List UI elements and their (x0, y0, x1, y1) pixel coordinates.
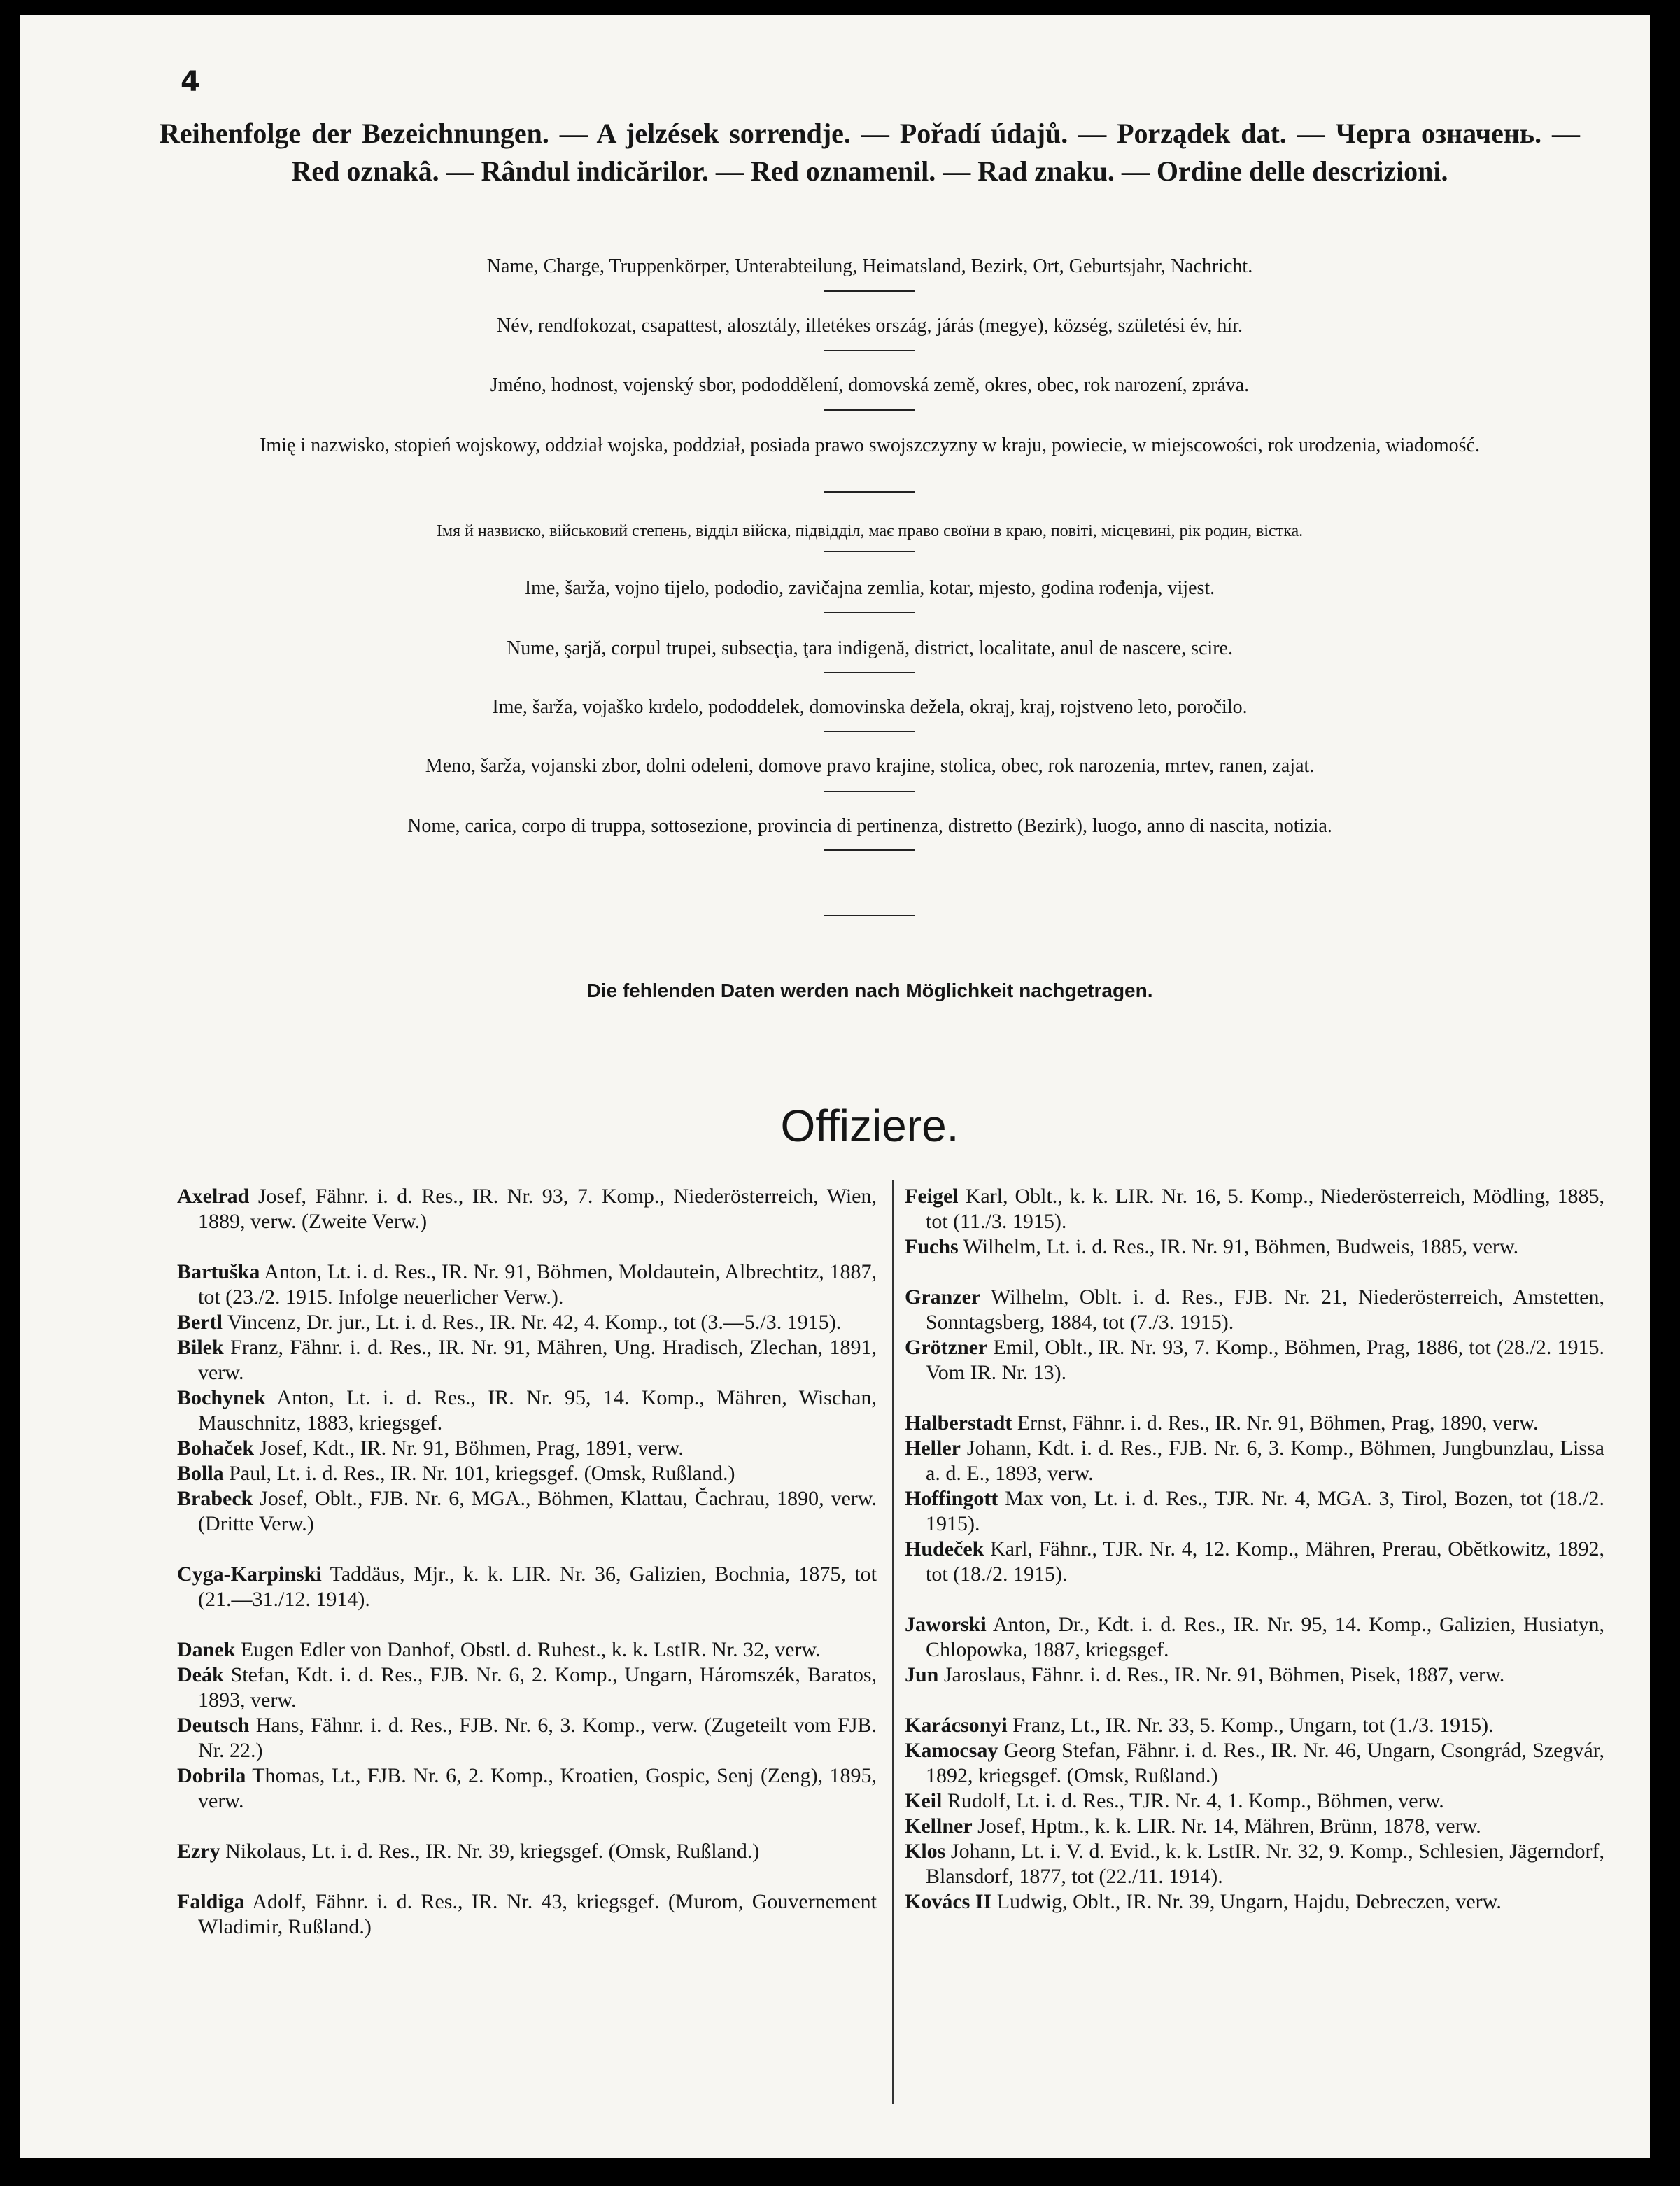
section-heading: Offiziere. (780, 1101, 959, 1151)
entry-details: Ernst, Fähnr. i. d. Res., IR. Nr. 91, Böhmen, Prag, 1890, verw. (1012, 1411, 1539, 1434)
legend-line-slovenian: Ime, šarža, vojaško krdelo, pododdelek, domovinska dežela, okraj, kraj, rojstveno leto, poročilo. (492, 696, 1248, 718)
missing-data-note: Die fehlenden Daten werden nach Möglichkeit nachgetragen. (586, 980, 1153, 1001)
list-item (905, 1713, 1604, 1738)
list-item (905, 1612, 1604, 1663)
surname: Deák (177, 1663, 224, 1686)
entry-details: Karl, Fähnr., TJR. Nr. 4, 12. Komp., Mähren, Prerau, Obětkowitz, 1892, tot (18./2. 1915). (926, 1537, 1604, 1586)
legend-line-italian: Nome, carica, corpo di truppa, sottosezione, provincia di pertinenza, distretto (Bezirk), luogo, anno di nascita, notizia. (407, 815, 1332, 837)
surname: Heller (905, 1437, 961, 1460)
entry-details: Adolf, Fähnr. i. d. Res., IR. Nr. 43, kriegsgef. (Murom, Gouvernement Wladimir, Rußland.) (198, 1890, 877, 1938)
list-item (905, 1839, 1604, 1889)
surname: Bilek (177, 1336, 224, 1359)
entry-details: Wilhelm, Lt. i. d. Res., IR. Nr. 91, Böhmen, Budweis, 1885, verw. (958, 1235, 1519, 1258)
list-item (905, 1436, 1604, 1486)
right-column (905, 1184, 1604, 1914)
surname: Brabeck (177, 1487, 253, 1510)
list-item (905, 1738, 1604, 1789)
list-item (177, 1763, 877, 1814)
entry-details: Franz, Fähnr. i. d. Res., IR. Nr. 91, Mähren, Ung. Hradisch, Zlechan, 1891, verw. (198, 1336, 877, 1384)
scan-border-bottom (0, 2158, 1680, 2186)
surname: Faldiga (177, 1890, 245, 1913)
divider-rule (824, 849, 915, 851)
list-item (177, 1839, 877, 1864)
entry-details: Nikolaus, Lt. i. d. Res., IR. Nr. 39, kriegsgef. (Omsk, Rußland.) (220, 1840, 760, 1863)
entry-details: Emil, Oblt., IR. Nr. 93, 7. Komp., Böhmen, Prag, 1886, tot (28./2. 1915. Vom IR. Nr. 13). (926, 1336, 1604, 1384)
entry-details: Max von, Lt. i. d. Res., TJR. Nr. 4, MGA. 3, Tirol, Bozen, tot (18./2. 1915). (926, 1487, 1604, 1535)
order-title: Reihenfolge der Bezeichnungen. — A jelzések sorrendje. — Pořadí údajů. — Porządek dat. — Черга означень. — Red oznakâ. — Rândul indicărilor. — Red oznamenil. — Rad znaku. — Ordine delle descrizioni. (160, 118, 1580, 187)
surname: Halberstadt (905, 1411, 1012, 1434)
list-item (177, 1637, 877, 1663)
list-item (177, 1184, 877, 1234)
entry-details: Josef, Hptm., k. k. LIR. Nr. 14, Mähren, Brünn, 1878, verw. (972, 1814, 1481, 1838)
surname: Bertl (177, 1311, 223, 1334)
entry-details: Franz, Lt., IR. Nr. 33, 5. Komp., Ungarn, tot (1./3. 1915). (1007, 1714, 1494, 1737)
surname: Kellner (905, 1814, 973, 1838)
divider-rule (824, 491, 915, 493)
surname: Feigel (905, 1185, 959, 1208)
entry-details: Vincenz, Dr. jur., Lt. i. d. Res., IR. Nr. 42, 4. Komp., tot (3.—5./3. 1915). (222, 1311, 842, 1334)
divider-rule (824, 915, 915, 916)
surname: Karácsonyi (905, 1714, 1008, 1737)
surname: Jun (905, 1663, 939, 1686)
list-item (905, 1335, 1604, 1385)
surname: Ezry (177, 1840, 220, 1863)
entry-details: Stefan, Kdt. i. d. Res., FJB. Nr. 6, 2. Komp., Ungarn, Háromszék, Baratos, 1893, verw. (198, 1663, 877, 1712)
entry-details: Georg Stefan, Fähnr. i. d. Res., IR. Nr. 46, Ungarn, Csongrád, Szegvár, 1892, kriegsgef. (Omsk, Rußland.) (926, 1739, 1604, 1787)
legend-line-hungarian: Név, rendfokozat, csapattest, alosztály, illetékes ország, járás (megye), község, születési év, hír. (497, 315, 1243, 337)
entry-details: Taddäus, Mjr., k. k. LIR. Nr. 36, Galizien, Bochnia, 1875, tot (21.—31./12. 1914). (198, 1563, 877, 1611)
surname: Cyga-Karpinski (177, 1563, 322, 1586)
legend-line-slovak: Meno, šarža, vojanski zbor, dolni odeleni, domove pravo krajine, stolica, obec, rok narozenia, mrtev, ranen, zajat. (425, 755, 1315, 777)
divider-rule (824, 672, 915, 673)
divider-rule (824, 290, 915, 292)
entry-details: Rudolf, Lt. i. d. Res., TJR. Nr. 4, 1. Komp., Böhmen, verw. (942, 1789, 1444, 1812)
list-item (177, 1310, 877, 1335)
divider-rule (824, 791, 915, 792)
legend-line-czech: Jméno, hodnost, vojenský sbor, pododdělení, domovská země, okres, obec, rok narození, zpráva. (490, 374, 1250, 396)
divider-rule (824, 731, 915, 732)
surname: Fuchs (905, 1235, 959, 1258)
entry-details: Jaroslaus, Fähnr. i. d. Res., IR. Nr. 91, Böhmen, Pisek, 1887, verw. (938, 1663, 1505, 1686)
list-item (177, 1713, 877, 1763)
list-item (905, 1234, 1604, 1260)
surname: Kamocsay (905, 1739, 998, 1762)
list-item (177, 1486, 877, 1537)
column-divider (892, 1180, 894, 2104)
entry-details: Johann, Lt. i. V. d. Evid., k. k. LstIR. Nr. 32, 9. Komp., Schlesien, Jägerndorf, Blansdorf, 1877, tot (22./11. 1914). (926, 1840, 1604, 1888)
divider-rule (824, 409, 915, 411)
list-item (905, 1537, 1604, 1587)
surname: Grötzner (905, 1336, 988, 1359)
surname: Deutsch (177, 1714, 250, 1737)
surname: Klos (905, 1840, 946, 1863)
list-item (905, 1285, 1604, 1335)
page-number: 4 (181, 66, 200, 98)
left-column (177, 1184, 877, 1940)
entry-details: Karl, Oblt., k. k. LIR. Nr. 16, 5. Komp., Niederösterreich, Mödling, 1885, tot (11./3. 1915). (926, 1185, 1604, 1233)
entry-details: Eugen Edler von Danhof, Obstl. d. Ruhest., k. k. LstIR. Nr. 32, verw. (235, 1638, 821, 1661)
list-item (177, 1385, 877, 1436)
entry-details: Thomas, Lt., FJB. Nr. 6, 2. Komp., Kroatien, Gospic, Senj (Zeng), 1895, verw. (198, 1764, 877, 1812)
list-item (905, 1814, 1604, 1839)
entry-details: Anton, Lt. i. d. Res., IR. Nr. 95, 14. Komp., Mähren, Wischan, Mauschnitz, 1883, kriegsgef. (198, 1386, 877, 1434)
surname: Keil (905, 1789, 943, 1812)
divider-rule (824, 612, 915, 613)
surname: Bartuška (177, 1260, 260, 1283)
surname: Kovács II (905, 1890, 992, 1913)
list-item (905, 1411, 1604, 1436)
divider-rule (824, 350, 915, 351)
surname: Bohaček (177, 1437, 255, 1460)
entry-details: Paul, Lt. i. d. Res., IR. Nr. 101, kriegsgef. (Omsk, Rußland.) (223, 1462, 735, 1485)
entry-details: Johann, Kdt. i. d. Res., FJB. Nr. 6, 3. Komp., Böhmen, Jungbunzlau, Lissa a. d. E., 1893, verw. (926, 1437, 1604, 1485)
list-item (177, 1260, 877, 1310)
legend-line-ukrainian: Імя й назвиско, військовий степень, відділ війска, підвідділ, має право своїни в краю, повіті, місцевині, рік родин, вістка. (436, 522, 1304, 540)
surname: Axelrad (177, 1185, 250, 1208)
surname: Granzer (905, 1285, 981, 1309)
surname: Bochynek (177, 1386, 266, 1409)
list-item (177, 1436, 877, 1461)
entry-details: Hans, Fähnr. i. d. Res., FJB. Nr. 6, 3. Komp., verw. (Zugeteilt vom FJB. Nr. 22.) (198, 1714, 877, 1762)
list-item (905, 1184, 1604, 1234)
document-page (20, 15, 1650, 2158)
surname: Hudeček (905, 1537, 984, 1560)
entry-details: Anton, Dr., Kdt. i. d. Res., IR. Nr. 95, 14. Komp., Galizien, Husiatyn, Chlopowka, 1887, kriegsgef. (926, 1613, 1604, 1661)
legend-line-polish: Imię i nazwisko, stopień wojskowy, oddział wojska, poddział, posiada prawo swojszczyzny w kraju, powiecie, w miejscowości, rok urodzenia, wiadomość. (260, 435, 1480, 456)
legend-line-croatian: Ime, šarža, vojno tijelo, pododio, zavičajna zemlia, kotar, mjesto, godina rođenja, vijest. (524, 577, 1215, 599)
entry-details: Ludwig, Oblt., IR. Nr. 39, Ungarn, Hajdu, Debreczen, verw. (991, 1890, 1502, 1913)
entry-details: Josef, Kdt., IR. Nr. 91, Böhmen, Prag, 1891, verw. (254, 1437, 684, 1460)
list-item (905, 1486, 1604, 1537)
legend-line-german: Name, Charge, Truppenkörper, Unterabteilung, Heimatsland, Bezirk, Ort, Geburtsjahr, Nachricht. (486, 255, 1253, 277)
entry-details: Anton, Lt. i. d. Res., IR. Nr. 91, Böhmen, Moldautein, Albrechtitz, 1887, tot (23./2. 1915. Infolge neuerlicher Verw.). (198, 1260, 877, 1309)
divider-rule (824, 551, 915, 552)
surname: Jaworski (905, 1613, 987, 1636)
list-item (177, 1461, 877, 1486)
entry-details: Josef, Oblt., FJB. Nr. 6, MGA., Böhmen, Klattau, Čachrau, 1890, verw. (Dritte Verw.) (198, 1487, 877, 1535)
list-item (905, 1663, 1604, 1688)
surname: Hoffingott (905, 1487, 998, 1510)
list-item (177, 1562, 877, 1612)
surname: Danek (177, 1638, 236, 1661)
entry-details: Wilhelm, Oblt. i. d. Res., FJB. Nr. 21, Niederösterreich, Amstetten, Sonntagsberg, 1884, tot (7./3. 1915). (926, 1285, 1604, 1334)
surname: Bolla (177, 1462, 224, 1485)
list-item (177, 1335, 877, 1385)
legend-line-romanian: Nume, şarjă, corpul trupei, subsecţia, ţara indigenă, district, localitate, anul de nascere, scire. (507, 637, 1233, 659)
list-item (177, 1663, 877, 1713)
list-item (905, 1889, 1604, 1914)
scan-border-right (1650, 0, 1664, 2186)
list-item (905, 1789, 1604, 1814)
list-item (177, 1889, 877, 1940)
entry-details: Josef, Fähnr. i. d. Res., IR. Nr. 93, 7. Komp., Niederösterreich, Wien, 1889, verw. (Zweite Verw.) (198, 1185, 877, 1233)
surname: Dobrila (177, 1764, 246, 1787)
